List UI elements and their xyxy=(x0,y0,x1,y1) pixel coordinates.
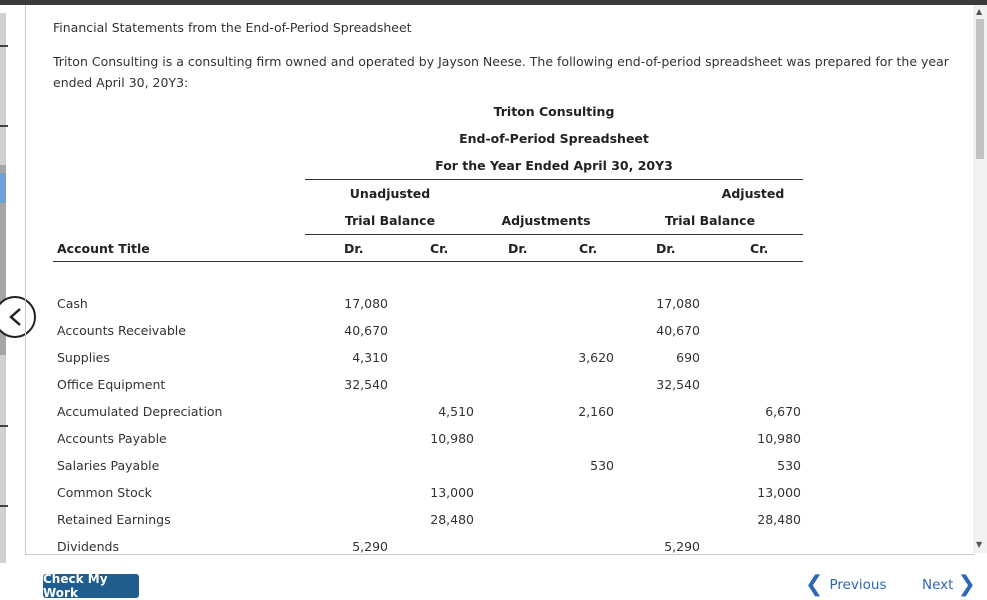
vertical-scrollbar[interactable] xyxy=(973,5,987,553)
check-my-work-button[interactable]: Check My Work xyxy=(43,574,139,598)
cell-adjusted-dr: 40,670 xyxy=(656,323,700,338)
chevron-right-icon: ❯ xyxy=(957,572,976,597)
left-tick xyxy=(0,45,8,47)
header-adjustments: Adjustments xyxy=(501,213,591,228)
top-bar xyxy=(0,0,987,5)
cell-unadjusted-cr: 13,000 xyxy=(430,485,474,500)
content-border xyxy=(25,5,26,555)
table-row-account: Accounts Receivable xyxy=(57,323,186,338)
table-row-account: Office Equipment xyxy=(57,377,166,392)
header-unadjusted: Unadjusted xyxy=(349,186,431,201)
cell-adjusted-dr: 17,080 xyxy=(656,296,700,311)
left-panel-strip xyxy=(0,5,18,565)
header-account-title: Account Title xyxy=(57,241,150,256)
next-button[interactable] xyxy=(922,574,976,596)
spreadsheet-name: End-of-Period Spreadsheet xyxy=(459,131,649,146)
spreadsheet-period: For the Year Ended April 30, 20Y3 xyxy=(435,158,673,173)
content-divider xyxy=(25,554,975,555)
cell-unadjusted-dr: 40,670 xyxy=(344,323,388,338)
left-tick xyxy=(0,425,8,427)
company-name: Triton Consulting xyxy=(493,104,615,119)
clipped-row-container xyxy=(0,530,972,554)
cell-unadjusted-cr: 4,510 xyxy=(438,404,474,419)
header-trial-balance-adjusted: Trial Balance xyxy=(664,213,756,228)
table-row-account: Cash xyxy=(57,296,88,311)
header-cr: Cr. xyxy=(750,241,769,256)
scroll-down-icon[interactable]: ▼ xyxy=(976,540,983,549)
cell-unadjusted-cr: 10,980 xyxy=(430,431,474,446)
problem-description: Triton Consulting is a consulting firm owned and operated by Jayson Neese. The following end-of-period spreadsheet was prepared for the year ended April 30, 20Y3: xyxy=(53,54,949,90)
cell-adjusted-cr: 28,480 xyxy=(757,512,801,527)
table-row-account: Common Stock xyxy=(57,485,152,500)
cell-adjustments-cr: 3,620 xyxy=(578,350,614,365)
header-trial-balance-unadjusted: Trial Balance xyxy=(344,213,436,228)
cell-adjusted-cr: 13,000 xyxy=(757,485,801,500)
problem-title: Financial Statements from the End-of-Period Spreadsheet xyxy=(53,20,412,35)
next-label: Next xyxy=(922,577,954,593)
header-dr: Dr. xyxy=(656,241,676,256)
header-cr: Cr. xyxy=(430,241,449,256)
left-tick xyxy=(0,505,8,507)
left-active-marker xyxy=(0,173,6,203)
scroll-up-icon[interactable]: ▲ xyxy=(976,7,983,16)
table-row-account: Accounts Payable xyxy=(57,431,167,446)
cell-adjusted-dr: 32,540 xyxy=(656,377,700,392)
cell-adjusted-cr: 530 xyxy=(777,458,801,473)
left-tick xyxy=(0,125,8,127)
header-adjusted: Adjusted xyxy=(721,186,785,201)
cell-unadjusted-dr: 5,290 xyxy=(352,539,388,554)
cell-adjustments-cr: 530 xyxy=(590,458,614,473)
cell-adjusted-cr: 6,670 xyxy=(765,404,801,419)
previous-label: Previous xyxy=(829,577,887,593)
table-row-account: Accumulated Depreciation xyxy=(57,404,223,419)
header-rule xyxy=(305,179,803,180)
cell-adjusted-dr: 690 xyxy=(676,350,700,365)
cell-unadjusted-cr: 28,480 xyxy=(430,512,474,527)
cell-adjusted-cr: 10,980 xyxy=(757,431,801,446)
cell-unadjusted-dr: 17,080 xyxy=(344,296,388,311)
collapse-panel-button[interactable] xyxy=(0,296,36,338)
scroll-thumb[interactable] xyxy=(976,19,984,159)
header-cr: Cr. xyxy=(579,241,598,256)
cell-adjustments-cr: 2,160 xyxy=(578,404,614,419)
table-row-account: Retained Earnings xyxy=(57,512,171,527)
cell-unadjusted-dr: 4,310 xyxy=(352,350,388,365)
chevron-left-icon: ❮ xyxy=(805,572,824,597)
header-dr: Dr. xyxy=(344,241,364,256)
header-dr: Dr. xyxy=(508,241,528,256)
cell-unadjusted-dr: 32,540 xyxy=(344,377,388,392)
header-rule xyxy=(53,261,803,262)
table-row-account: Salaries Payable xyxy=(57,458,160,473)
cell-adjusted-dr: 5,290 xyxy=(664,539,700,554)
table-row-account: Supplies xyxy=(57,350,110,365)
header-rule xyxy=(305,234,803,235)
previous-button[interactable] xyxy=(805,574,887,596)
table-row-account: Dividends xyxy=(57,539,119,554)
chevron-left-icon xyxy=(8,307,22,327)
